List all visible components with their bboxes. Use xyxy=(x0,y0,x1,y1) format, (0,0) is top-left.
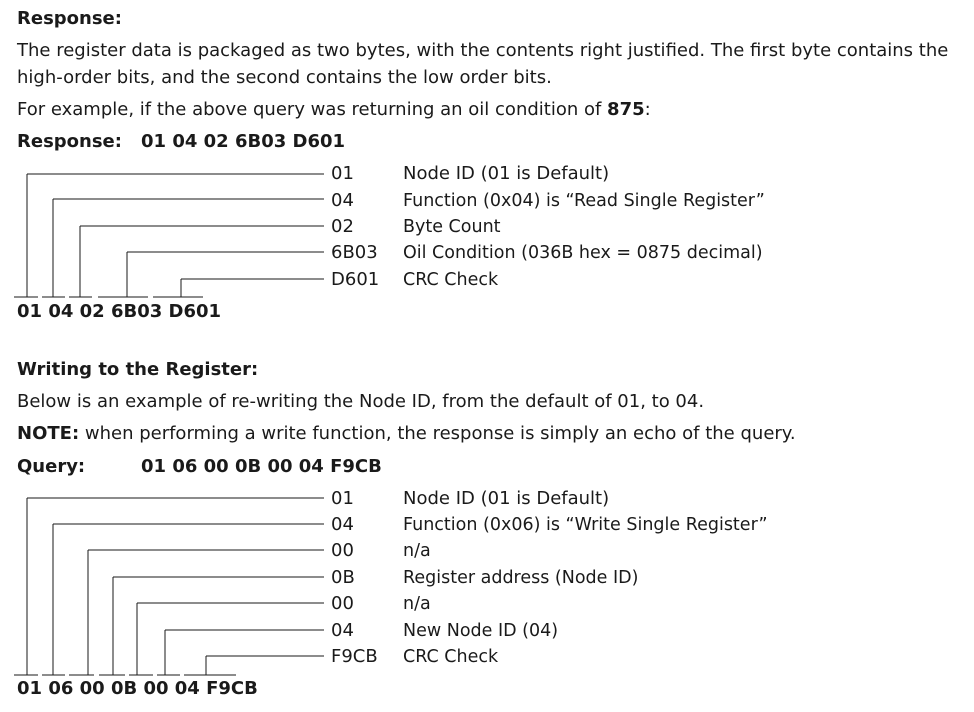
response-bottom-value: 01 04 02 6B03 D601 xyxy=(17,301,222,322)
response-paragraph-line-1: The register data is packaged as two bytes, with the contents right justified. The first byte contains the xyxy=(17,40,949,61)
write-field-code: F9CB xyxy=(331,646,378,667)
write-field-desc: CRC Check xyxy=(403,647,499,667)
response-field-desc: Node ID (01 is Default) xyxy=(403,163,610,184)
write-field-desc: Node ID (01 is Default) xyxy=(403,488,610,509)
note-text: when performing a write function, the response is simply an echo of the query. xyxy=(79,423,796,444)
response-label: Response: xyxy=(17,131,122,152)
response-field-desc: Byte Count xyxy=(403,217,501,237)
response-heading: Response: xyxy=(17,8,122,29)
response-field-desc: Oil Condition (036B hex = 0875 decimal) xyxy=(403,243,763,263)
response-bracket-lines xyxy=(14,174,324,297)
write-field-code: 0B xyxy=(331,567,355,588)
example-suffix: : xyxy=(644,99,651,120)
response-field-desc: CRC Check xyxy=(403,270,499,290)
response-example-line xyxy=(17,99,651,121)
note-label: NOTE: xyxy=(17,423,80,444)
example-prefix: For example, if the above query was returning an oil condition of xyxy=(17,99,608,120)
write-field-desc: n/a xyxy=(403,541,431,561)
response-field-code: 6B03 xyxy=(331,242,378,263)
response-field-code: 02 xyxy=(331,216,354,237)
write-bracket-lines xyxy=(14,498,324,675)
response-field-code: 01 xyxy=(331,163,354,184)
write-field-code: 04 xyxy=(331,620,354,641)
example-value: 875 xyxy=(607,99,645,120)
response-field-code: 04 xyxy=(331,190,354,211)
query-label: Query: xyxy=(17,456,86,477)
write-field-code: 00 xyxy=(331,540,354,561)
response-field-desc: Function (0x04) is “Read Single Register” xyxy=(403,191,765,211)
write-field-code: 04 xyxy=(331,514,354,535)
write-field-desc: n/a xyxy=(403,594,431,614)
response-field-code: D601 xyxy=(331,269,380,290)
write-field-desc: New Node ID (04) xyxy=(403,621,559,641)
response-value: 01 04 02 6B03 D601 xyxy=(141,131,346,152)
write-field-desc: Function (0x06) is “Write Single Register” xyxy=(403,515,768,535)
query-value: 01 06 00 0B 00 04 F9CB xyxy=(141,456,382,477)
write-paragraph: Below is an example of re-writing the Node ID, from the default of 01, to 04. xyxy=(17,391,705,412)
write-field-code: 00 xyxy=(331,593,354,614)
write-field-desc: Register address (Node ID) xyxy=(403,568,639,588)
response-paragraph-line-2: high-order bits, and the second contains the low order bits. xyxy=(17,67,552,88)
write-note-line xyxy=(17,423,796,445)
write-field-code: 01 xyxy=(331,488,354,509)
write-bottom-value: 01 06 00 0B 00 04 F9CB xyxy=(17,678,258,699)
write-heading: Writing to the Register: xyxy=(17,359,259,380)
